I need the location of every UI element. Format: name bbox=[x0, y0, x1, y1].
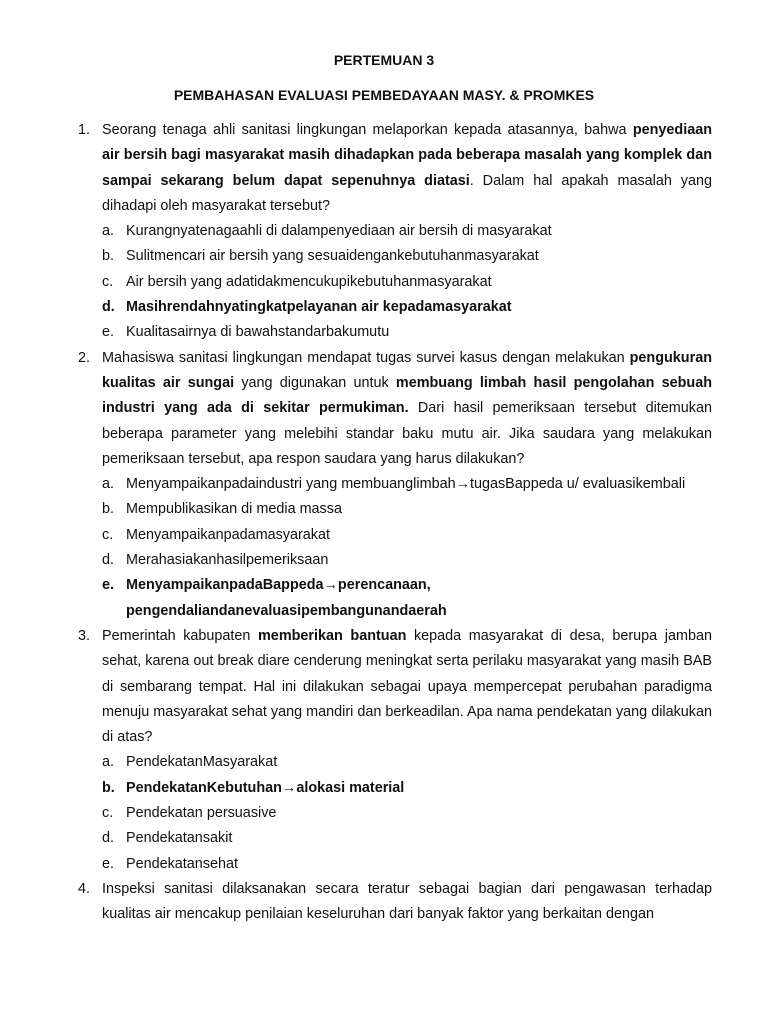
question-stem bbox=[102, 118, 712, 219]
option-text: Kurangnyatenagaahli di dalampenyediaan air bersih di masyarakat bbox=[126, 223, 552, 240]
correct-answer-text: PendekatanKebutuhan→alokasi material bbox=[126, 779, 405, 796]
answer-option bbox=[102, 573, 712, 624]
answer-option bbox=[102, 776, 712, 801]
answer-option bbox=[102, 497, 712, 522]
question-stem bbox=[102, 624, 712, 750]
question-stem bbox=[102, 346, 712, 472]
stem-text: Dari hasil pemeriksaan tersebut ditemukan beberapa parameter yang melebihi standar baku mutu air. Jika saudara yang melakukan pemeriksaan tersebut, apa respon saudara yang harus dilakukan? bbox=[102, 400, 712, 467]
option-letter: d. bbox=[102, 552, 115, 569]
option-letter: a. bbox=[102, 754, 115, 771]
stem-text: Seorang tenaga ahli sanitasi lingkungan melaporkan kepada atasannya, bahwa bbox=[102, 122, 633, 138]
option-text: Menyampaikanpadamasyarakat bbox=[126, 526, 330, 543]
option-text: Pendekatan persuasive bbox=[126, 805, 277, 822]
answer-option bbox=[102, 320, 712, 345]
stem-text: kepada masyarakat di desa, berupa jamban sehat, karena out break diare cenderung meningkat serta perilaku masyarakat yang masih BAB di sembarang tempat. Hal ini dilakukan sebagai upaya mempercepat perubahan paradigma menuju masyarakat sehat yang mandiri dan berkeadilan. Apa nama pendekatan yang dilakukan di atas? bbox=[102, 627, 712, 746]
question-1 bbox=[78, 118, 712, 346]
option-text: Pendekatansehat bbox=[126, 855, 239, 872]
option-letter: c. bbox=[102, 526, 114, 543]
stem-text: Inspeksi sanitasi dilaksanakan secara teratur sebagai bagian dari pengawasan terhadap kualitas air mencakup penilaian keseluruhan dari banyak faktor yang berkaitan dengan bbox=[102, 880, 712, 923]
page-subtitle: PEMBAHASAN EVALUASI PEMBEDAYAAN MASY. & PROMKES bbox=[173, 87, 595, 103]
answer-option bbox=[102, 472, 712, 497]
option-text: Kualitasairnya di bawahstandarbakumutu bbox=[126, 324, 390, 341]
answer-option bbox=[102, 523, 712, 548]
answer-option bbox=[102, 750, 712, 775]
emphasis-text: memberikan bantuan bbox=[258, 627, 407, 644]
correct-answer-text: Masihrendahnyatingkatpelayanan air kepadamasyarakat bbox=[126, 299, 512, 316]
stem-text: Mahasiswa sanitasi lingkungan mendapat tugas survei kasus dengan melakukan bbox=[102, 349, 630, 366]
question-4 bbox=[78, 877, 712, 928]
question-number: 4. bbox=[78, 880, 91, 897]
answer-option bbox=[102, 295, 712, 320]
question-3 bbox=[78, 624, 712, 877]
stem-text: yang digunakan untuk bbox=[234, 374, 396, 391]
option-text: PendekatanMasyarakat bbox=[126, 754, 278, 771]
option-letter: b. bbox=[102, 779, 115, 796]
emphasis-text: pengukuran kualitas air sungai bbox=[102, 349, 712, 391]
option-text: Menyampaikanpadaindustri yang membuanglimbah→tugasBappeda u/ evaluasikembali bbox=[126, 476, 686, 493]
question-number: 2. bbox=[78, 349, 91, 366]
question-list bbox=[78, 118, 712, 928]
option-letter: b. bbox=[102, 501, 115, 518]
answer-option bbox=[102, 219, 712, 244]
option-letter: d. bbox=[102, 830, 115, 847]
answer-option bbox=[102, 852, 712, 877]
option-letter: e. bbox=[102, 855, 115, 872]
page-title: PERTEMUAN 3 bbox=[333, 52, 435, 68]
stem-text: Pemerintah kabupaten bbox=[102, 627, 259, 644]
question-number: 1. bbox=[78, 122, 91, 138]
answer-option bbox=[102, 801, 712, 826]
answer-option bbox=[102, 244, 712, 269]
emphasis-text: membuang limbah hasil pengolahan sebuah industri yang ada di sekitar permukiman. bbox=[102, 374, 712, 417]
option-text: Air bersih yang adatidakmencukupikebutuhanmasyarakat bbox=[126, 273, 492, 290]
question-stem bbox=[102, 877, 712, 928]
answer-option bbox=[102, 270, 712, 295]
option-letter: d. bbox=[102, 299, 115, 316]
option-letter: c. bbox=[102, 273, 114, 290]
answer-option bbox=[102, 826, 712, 851]
option-letter: e. bbox=[102, 577, 115, 594]
option-text: Pendekatansakit bbox=[126, 830, 233, 847]
correct-answer-text: MenyampaikanpadaBappeda→perencanaan, pengendaliandanevaluasipembangunandaerah bbox=[126, 577, 447, 619]
option-text: Sulitmencari air bersih yang sesuaidengankebutuhanmasyarakat bbox=[126, 248, 539, 265]
emphasis-text: penyediaan air bersih bagi masyarakat masih dihadapkan pada beberapa masalah yang komplek dan sampai sekarang belum dapat sepenuhnya diatasi bbox=[102, 122, 712, 189]
question-number: 3. bbox=[78, 627, 91, 644]
option-letter: c. bbox=[102, 805, 114, 822]
stem-text: . Dalam hal apakah masalah yang dihadapi oleh masyarakat tersebut? bbox=[102, 172, 712, 214]
question-2 bbox=[78, 346, 712, 624]
option-text: Merahasiakanhasilpemeriksaan bbox=[126, 552, 329, 569]
answer-option bbox=[102, 548, 712, 573]
option-letter: e. bbox=[102, 324, 115, 341]
option-text: Mempublikasikan di media massa bbox=[126, 501, 342, 518]
option-letter: a. bbox=[102, 476, 115, 493]
option-letter: b. bbox=[102, 248, 115, 265]
option-letter: a. bbox=[102, 223, 115, 240]
